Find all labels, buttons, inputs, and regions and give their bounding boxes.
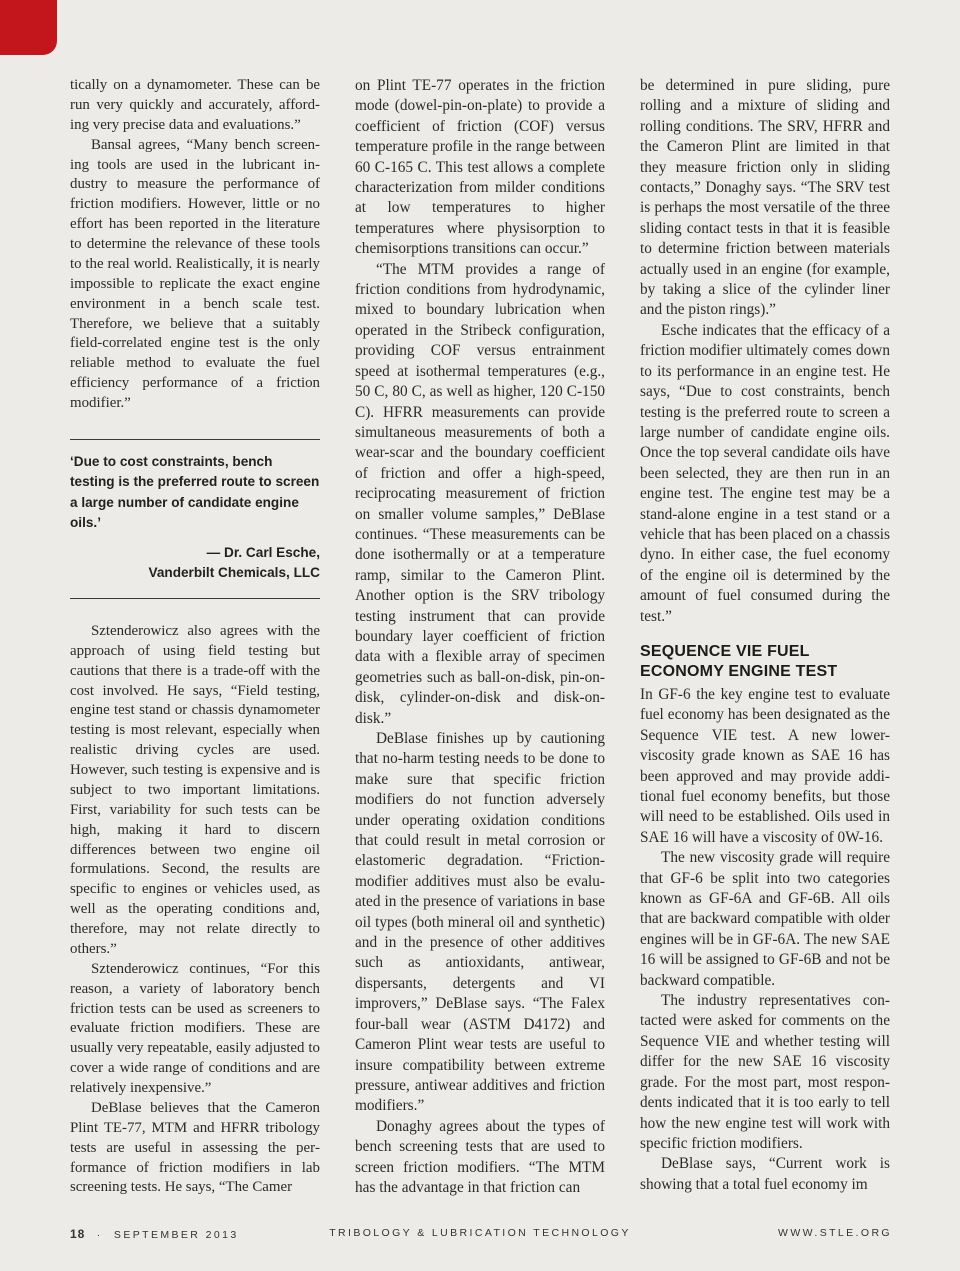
publication-name: TRIBOLOGY & LUBRICATION TECHNOLOGY [329, 1227, 631, 1239]
paragraph: “The MTM provides a range of friction conditions from hydrodynamic, mixed to boundary lubrication when operated in the Stribeck configuration, providing COF versus entrainment speed at isothermal temperatures (e.g., 50 C, 80 C, as well as higher, 120 C-150 C). HFRR measurements can provide simultaneous measurements of both a wear-scar and the boundary coefficient of friction and offer a high-speed, reciprocating measurement of friction on smaller volume samples,” DeBlase continues. “These measurements can be done isothermally or at a temperature ramp, similar to the Cameron Plint. Another option is the SRV tribology testing instrument that can provide boundary layer coefficient of friction data with a flexible array of specimen geometries such as ball-on-disk, pin-on-disk, cylinder-on-disk and disk-on-disk.” [355, 260, 605, 727]
paragraph: Esche indicates that the efficacy of a friction modifier ultimately comes down to its performance in an engine test. He says, “Due to cost constraints, bench testing is the preferred route to screen a large number of candidate engine oils. Once the top several candidate oils have been selected, they are then run in an engine test. The engine test may be a stand-alone engine in a test stand or a vehicle that has been placed on a chassis dyno. In either case, the fuel economy of the engine oil is determined by the amount of fuel consumed during the test.” [640, 321, 890, 625]
footer-separator: · [96, 1229, 103, 1241]
article-column-1 [70, 76, 320, 1198]
section-heading [640, 642, 890, 683]
paragraph: The new viscosity grade will require that GF-6 be split into two categories known as GF-6A and GF-6B. All oils that are backward compatible with older engines will be in GF-6A. The new SAE 16 will be assigned to GF-6B and not be backward compatible. [640, 849, 890, 989]
paragraph: DeBlase says, “Current work is showing that a total fuel economy im [640, 1155, 890, 1193]
paragraph: The industry representatives contacted were asked for comments on the Sequence VIE and whether testing will differ for the new SAE 16 viscosity grade. For the most part, most respondents indicated that it is too early to tell how the new engine test will work with specific friction modifiers. [640, 992, 890, 1152]
section-heading-line: SEQUENCE VIE FUEL [640, 642, 810, 660]
article-column-3 [640, 76, 890, 1195]
paragraph: In GF-6 the key engine test to evaluate fuel economy has been designated as the Sequence VIE test. A new lower-viscosity grade known as SAE 16 has been approved and may provide additional fuel economy benefits, but those will need to be established. Oils used in SAE 16 will have a viscosity of 0W-16. [640, 685, 890, 846]
paragraph: DeBlase believes that the Cameron Plint TE-77, MTM and HFRR tribology tests are useful in assessing the performance of friction modifiers in lab screening tests. He says, “The Camer [70, 1099, 320, 1196]
pull-quote-text: ‘Due to cost constraints, bench testing is the preferred route to screen a large number of candidate engine oils.’ [70, 453, 320, 531]
pull-quote [70, 439, 320, 599]
paragraph: tically on a dynamometer. These can be run very quickly and accurately, affording very precise data and evaluations.” [70, 77, 320, 133]
article-column-2 [355, 76, 605, 1198]
page-number: 18 [70, 1227, 86, 1241]
section-heading-line: ECONOMY ENGINE TEST [640, 663, 838, 681]
paragraph: Sztenderowicz continues, “For this reason, a variety of laboratory bench friction tests can be used as screeners to evaluate friction modifiers. These are usually very repeatable, easily adjusted to cover a wide range of conditions and are relatively inexpensive.” [70, 960, 320, 1096]
paragraph: DeBlase finishes up by cautioning that no-harm testing needs to be done to make sure that specific friction modifiers do not function adversely under operating oxidation conditions that could result in metal corrosion or elastomeric degradation. “Friction-modifier additives must also be evaluated in the presence of variations in base oil types (both mineral oil and synthetic) and in the presence of other additives such as antioxidants, antiwear, dispersants, detergents and VI improvers,” DeBlase says. “The Falex four-ball wear (ASTM D4172) and Cameron Plint wear tests are useful to insure compatibility between extreme pressure, antiwear additives and friction modifiers.” [355, 730, 605, 1115]
pull-quote-attribution-company: Vanderbilt Chemicals, LLC [148, 565, 320, 581]
paragraph: be determined in pure sliding, pure rolling and a mixture of sliding and rolling conditions. The SRV, HFRR and the Cameron Plint are limited in that they measure friction only in sliding contacts,” Donaghy says. “The SRV test is perhaps the most versatile of the three sliding contact tests in that it is feasible to determine friction between materials actually used in an engine (for example, by taking a slice of the cylinder liner and the piston rings).” [640, 77, 890, 319]
paragraph: Sztenderowicz also agrees with the approach of using field testing but cautions that there is a trade-off with the cost involved. He says, “Field testing, engine test stand or chassis dynamometer testing is most relevant, especially when realistic driving cycles are used. However, such testing is expensive and is subject to two important limitations. First, variability for such tests can be high, making it hard to discern differences between two engine oil formulations. Second, the results are specific to engines or vehicles used, as well as the operating conditions and, therefore, may not relate directly to others.” [70, 622, 320, 957]
website-link[interactable]: WWW.STLE.ORG [778, 1227, 892, 1239]
paragraph: Bansal agrees, “Many bench screening tools are used in the lubricant industry to measure the performance of friction modifiers. However, little or no effort has been reported in the literature to determine the relevance of these tools to the real world. Realistically, it is nearly impossible to replicate the exact engine environment in a bench scale test. Therefore, we believe that a suitably field-correlated engine test is the only reliable method to evaluate the fuel efficiency performance of a friction modifier.” [70, 136, 320, 411]
issue-date: SEPTEMBER 2013 [113, 1229, 239, 1241]
paragraph: on Plint TE-77 operates in the friction mode (dowel-pin-on-plate) to provide a coefficient of friction (COF) versus temperature profile in the range between 60 C-165 C. This test allows a complete characterization from milder conditions at low temperatures to higher temperatures where physisorption to chemisorptions transitions can occur.” [355, 77, 605, 258]
section-color-tab [0, 0, 57, 55]
paragraph: Donaghy agrees about the types of bench screening tests that are used to screen friction modifiers. “The MTM has the advantage in that friction can [355, 1117, 605, 1196]
pull-quote-attribution-name: — Dr. Carl Esche, [206, 544, 320, 560]
